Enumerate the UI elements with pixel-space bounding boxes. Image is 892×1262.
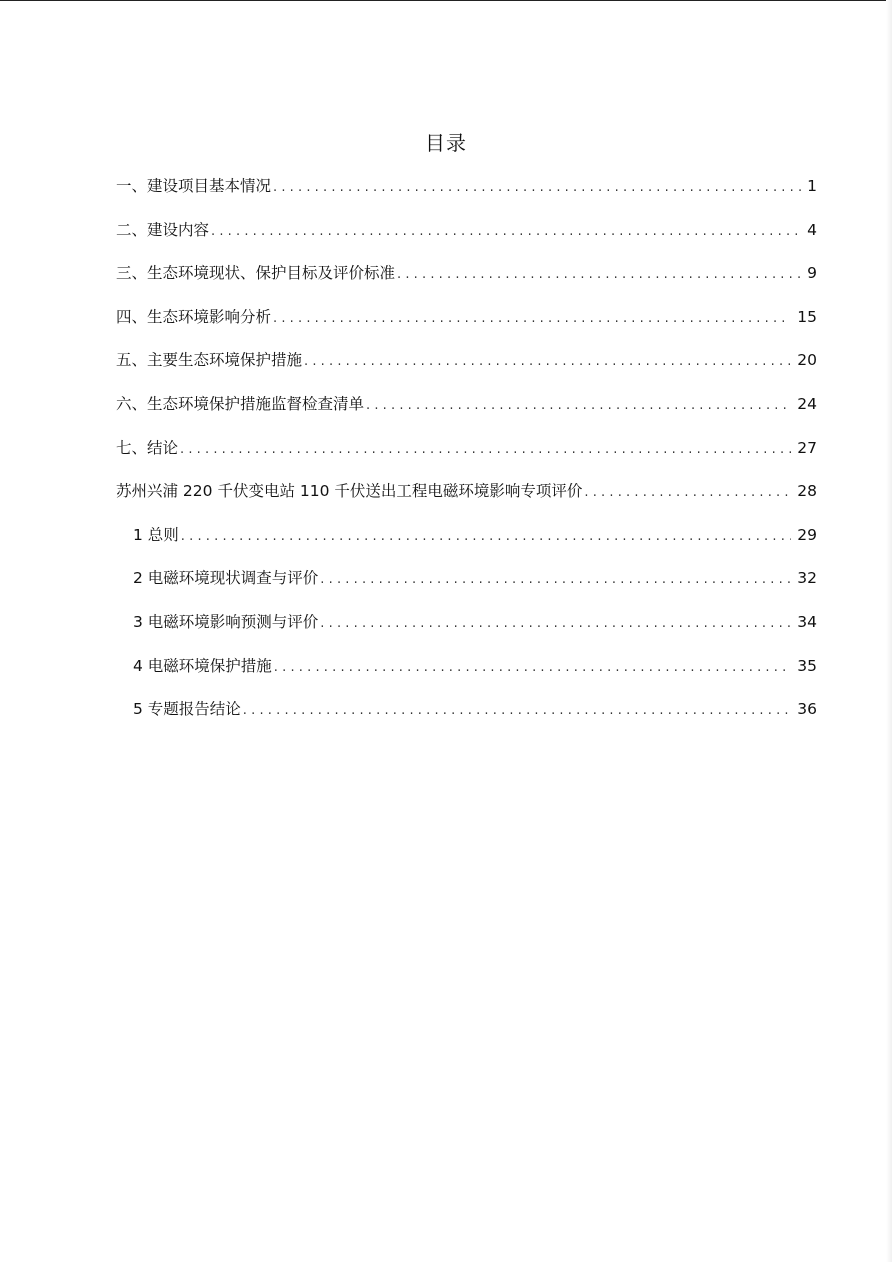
toc-leader-dots [397, 261, 801, 289]
toc-leader-dots [180, 436, 791, 464]
toc-entry-1[interactable] [116, 172, 817, 216]
toc-leader-dots [304, 348, 791, 376]
toc-entry-4[interactable] [116, 303, 817, 347]
toc-page-number: 1 [807, 177, 817, 195]
toc-entry-text: 3 电磁环境影响预测与评价 [133, 612, 319, 631]
toc-entry-text: 二、建设内容 [116, 220, 210, 239]
toc-subentry-5[interactable] [116, 695, 817, 739]
toc-leader-dots [320, 610, 791, 638]
toc-subentry-4[interactable] [116, 652, 817, 696]
toc-subentry-1[interactable] [116, 521, 817, 565]
toc-entry-text: 五、主要生态环境保护措施 [116, 351, 303, 370]
toc-page-number: 29 [797, 525, 817, 544]
toc-leader-dots [273, 174, 801, 202]
toc-page-number: 28 [797, 482, 817, 501]
toc-entry-text: 苏州兴浦 220 千伏变电站 110 千伏送出工程电磁环境影响专项评价 [116, 482, 583, 501]
toc-page-number: 35 [797, 656, 817, 675]
toc-page-number: 34 [797, 612, 817, 631]
toc-entry-3[interactable] [116, 259, 817, 303]
toc-leader-dots [211, 218, 801, 246]
toc-leader-dots [273, 305, 791, 333]
toc-page-number: 4 [807, 220, 817, 239]
toc-subentry-3[interactable] [116, 608, 817, 652]
toc-entry-8[interactable] [116, 477, 817, 521]
toc-entry-5[interactable] [116, 346, 817, 390]
toc-entry-7[interactable] [116, 434, 817, 478]
toc-leader-dots [584, 479, 791, 507]
toc-leader-dots [366, 392, 791, 420]
toc-entry-text: 4 电磁环境保护措施 [133, 656, 272, 675]
toc-page-number: 9 [807, 264, 817, 283]
page-edge-shadow [886, 0, 892, 1262]
toc-leader-dots [243, 697, 791, 725]
toc-page-number: 15 [797, 307, 817, 326]
toc-entry-text: 一、建设项目基本情况 [116, 177, 272, 195]
toc-leader-dots [274, 654, 791, 682]
toc-entry-2[interactable] [116, 216, 817, 260]
toc-page-number: 27 [797, 438, 817, 457]
toc-entry-text: 六、生态环境保护措施监督检查清单 [116, 394, 365, 413]
toc-subentry-2[interactable] [116, 564, 817, 608]
toc-entry-6[interactable] [116, 390, 817, 434]
toc-page-number: 24 [797, 394, 817, 413]
toc-entry-text: 1 总则 [133, 525, 179, 544]
top-border-line [0, 0, 892, 1]
toc-entry-text: 三、生态环境现状、保护目标及评价标准 [116, 264, 396, 283]
toc-entry-text: 七、结论 [116, 438, 179, 457]
toc-page-number: 20 [797, 351, 817, 370]
toc-entry-text: 四、生态环境影响分析 [116, 307, 272, 326]
toc-leader-dots [320, 566, 791, 594]
toc-leader-dots [181, 523, 791, 551]
toc-page-number: 32 [797, 569, 817, 588]
toc-title: 目录 [425, 131, 467, 155]
toc-entry-text: 5 专题报告结论 [133, 700, 241, 719]
table-of-contents [116, 172, 817, 739]
toc-entry-text: 2 电磁环境现状调查与评价 [133, 569, 319, 588]
toc-page-number: 36 [797, 700, 817, 719]
